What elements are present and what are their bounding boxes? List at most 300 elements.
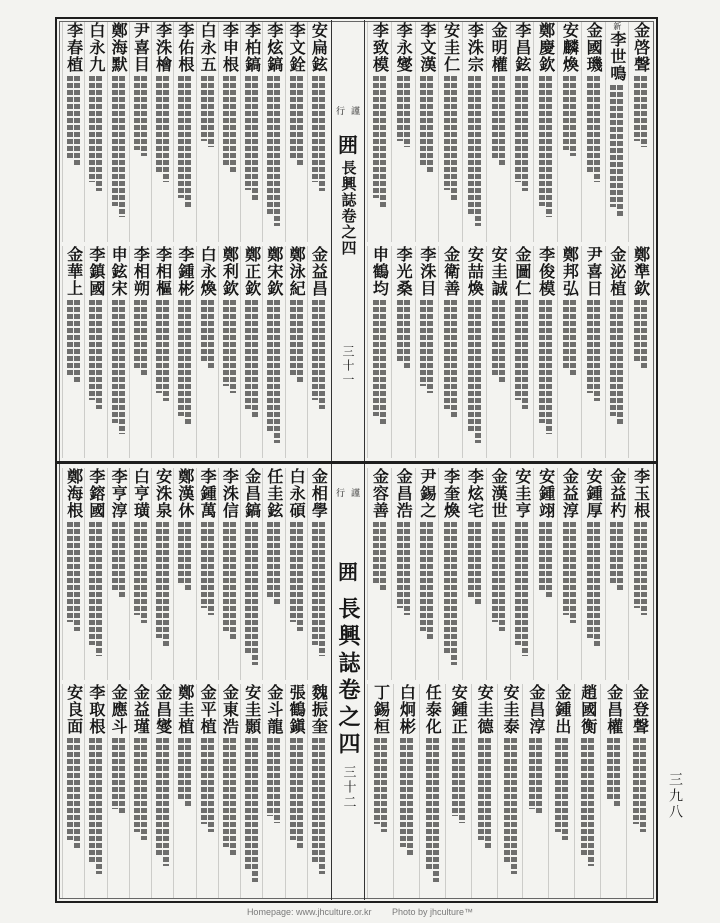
- annotation-line: [570, 300, 576, 376]
- annotation-line: [614, 738, 620, 806]
- entry-name: 安圭泰: [501, 684, 521, 735]
- annotation-line: [274, 76, 280, 226]
- entry-name: 任圭鉉: [264, 468, 284, 519]
- entry-annotation: [634, 300, 647, 368]
- annotation-line: [89, 522, 95, 645]
- annotation-line: [134, 738, 140, 832]
- entry-name: 金圖仁: [512, 246, 532, 297]
- entry-annotation: [468, 522, 481, 606]
- annotation-line: [119, 738, 125, 815]
- register-column: [497, 684, 523, 898]
- register-column: [393, 684, 419, 898]
- entry-annotation: [587, 522, 600, 648]
- entry-annotation: [67, 76, 80, 165]
- entry-annotation: [201, 76, 214, 147]
- annotation-line: [290, 76, 296, 158]
- entry-annotation: [610, 522, 623, 590]
- entry-name: 金昌淳: [526, 684, 546, 735]
- register-column: [462, 22, 486, 242]
- entry-annotation: [245, 738, 258, 882]
- leaf-center-column: [331, 20, 365, 461]
- register-column: [628, 468, 652, 680]
- annotation-line: [539, 522, 545, 592]
- entry-annotation: [539, 300, 552, 434]
- entry-annotation: [312, 300, 325, 409]
- annotation-line: [223, 300, 229, 386]
- entry-annotation: [397, 522, 410, 615]
- entry-annotation: [444, 522, 457, 665]
- register-block: [367, 246, 652, 458]
- entry-name: 李文銓: [287, 22, 307, 73]
- annotation-line: [208, 522, 214, 615]
- annotation-line: [201, 522, 207, 608]
- annotation-line: [570, 522, 576, 623]
- entry-name: 安圭德: [475, 684, 495, 735]
- entry-name: 安扁鉉: [309, 22, 329, 73]
- center-marks: [332, 108, 364, 117]
- register-column: [626, 684, 652, 898]
- register-column: [62, 468, 84, 680]
- annotation-line: [178, 76, 184, 198]
- entry-annotation: [312, 738, 325, 874]
- entry-name: 金益淳: [560, 468, 580, 519]
- entry-name: 李致模: [370, 22, 390, 73]
- annotation-line: [607, 738, 613, 801]
- register-column: [548, 684, 574, 898]
- register-column: [173, 684, 195, 898]
- register-column: [307, 22, 329, 242]
- annotation-line: [451, 300, 457, 418]
- register-column: [415, 22, 439, 242]
- entry-annotation: [156, 522, 169, 648]
- register-column: [240, 468, 262, 680]
- entry-annotation: [201, 300, 214, 368]
- annotation-line: [141, 300, 147, 376]
- register-column: [262, 246, 284, 458]
- annotation-line: [74, 76, 80, 165]
- entry-name: 白永五: [198, 22, 218, 73]
- entry-name: 安圭仁: [441, 22, 461, 73]
- register-column: [438, 246, 462, 458]
- entry-name: 金昌權: [604, 684, 624, 735]
- annotation-line: [397, 300, 403, 363]
- annotation-line: [563, 522, 569, 615]
- footer-homepage: Homepage: www.jhculture.or.kr: [246, 907, 372, 917]
- annotation-line: [444, 300, 450, 409]
- annotation-line: [515, 76, 521, 182]
- annotation-line: [452, 738, 458, 816]
- annotation-line: [444, 76, 450, 190]
- entry-annotation: [468, 76, 481, 226]
- annotation-line: [563, 76, 569, 150]
- register-column: [486, 22, 510, 242]
- annotation-line: [267, 76, 273, 214]
- register-column: [415, 468, 439, 680]
- annotation-line: [381, 738, 387, 832]
- entry-name: 尹喜日: [584, 246, 604, 297]
- annotation-line: [433, 738, 439, 882]
- entry-name: 李柏鎬: [242, 22, 262, 73]
- annotation-line: [185, 76, 191, 209]
- annotation-line: [252, 522, 258, 665]
- entry-annotation: [89, 300, 102, 409]
- entry-annotation: [223, 738, 236, 857]
- annotation-line: [570, 76, 576, 156]
- annotation-line: [74, 300, 80, 384]
- entry-name: 李光桑: [394, 246, 414, 297]
- annotation-line: [89, 300, 95, 400]
- annotation-line: [185, 738, 191, 806]
- annotation-line: [290, 522, 296, 622]
- entry-name: 李亨淳: [109, 468, 129, 519]
- annotation-line: [610, 522, 616, 585]
- register-column: [605, 246, 629, 458]
- annotation-line: [208, 76, 214, 147]
- entry-name: 金昌鎬: [242, 468, 262, 519]
- register-column: [605, 22, 629, 242]
- register-column: [84, 468, 106, 680]
- annotation-line: [112, 522, 118, 592]
- entry-annotation: [178, 76, 191, 209]
- annotation-line: [274, 522, 280, 606]
- entry-name: 李永燮: [394, 22, 414, 73]
- register-block: [62, 468, 329, 680]
- entry-name: 金平植: [198, 684, 218, 735]
- annotation-line: [163, 76, 169, 182]
- center-mark-right: 謹: [350, 489, 360, 499]
- annotation-line: [112, 738, 118, 809]
- annotation-line: [587, 76, 593, 174]
- annotation-line: [617, 522, 623, 590]
- annotation-line: [185, 300, 191, 426]
- entry-annotation: [312, 522, 325, 656]
- entry-annotation: [290, 300, 303, 384]
- entry-name: 安圭亨: [512, 468, 532, 519]
- annotation-line: [230, 738, 236, 857]
- entry-name: 鄭海默: [109, 22, 129, 73]
- annotation-line: [178, 522, 184, 585]
- register-column: [240, 22, 262, 242]
- entry-annotation: [452, 738, 465, 823]
- entry-name: 李玉根: [631, 468, 651, 519]
- annotation-line: [74, 738, 80, 849]
- annotation-line: [373, 300, 379, 416]
- annotation-line: [141, 76, 147, 156]
- annotation-line: [141, 738, 147, 840]
- annotation-line: [475, 300, 481, 443]
- entry-annotation: [134, 300, 147, 376]
- annotation-line: [223, 738, 229, 847]
- entry-name: 金衛善: [441, 246, 461, 297]
- fishtail-mark: 囲: [338, 560, 358, 584]
- entry-name: 李取根: [86, 684, 106, 735]
- register-column: [196, 684, 218, 898]
- register-column: [600, 684, 626, 898]
- entry-annotation: [633, 738, 646, 832]
- register-column: [510, 22, 534, 242]
- annotation-line: [444, 522, 450, 654]
- annotation-line: [267, 522, 273, 599]
- entry-name: 安喆煥: [465, 246, 485, 297]
- register-column: [196, 22, 218, 242]
- annotation-line: [267, 738, 273, 816]
- annotation-line: [404, 300, 410, 368]
- annotation-line: [529, 738, 535, 809]
- annotation-line: [319, 738, 325, 874]
- entry-annotation: [178, 522, 191, 590]
- annotation-line: [96, 76, 102, 191]
- entry-name: 李炫鎬: [264, 22, 284, 73]
- annotation-line: [319, 76, 325, 191]
- entry-name: 安圭誠: [489, 246, 509, 297]
- annotation-line: [492, 76, 498, 158]
- annotation-line: [96, 522, 102, 656]
- annotation-line: [539, 76, 545, 206]
- annotation-line: [252, 300, 258, 418]
- entry-annotation: [610, 300, 623, 426]
- register-column: [218, 246, 240, 458]
- annotation-line: [594, 76, 600, 182]
- entry-name: 金鍾出: [552, 684, 572, 735]
- register-column: [628, 246, 652, 458]
- entry-annotation: [492, 522, 505, 631]
- annotation-line: [420, 522, 426, 631]
- entry-annotation: [89, 738, 102, 874]
- annotation-line: [156, 522, 162, 638]
- entry-name: 李春植: [64, 22, 84, 73]
- entry-annotation: [555, 738, 568, 840]
- annotation-line: [134, 522, 140, 615]
- entry-annotation: [267, 76, 280, 226]
- register-column: [240, 684, 262, 898]
- entry-annotation: [373, 300, 386, 426]
- register-column: [486, 468, 510, 680]
- entry-annotation: [67, 522, 80, 631]
- annotation-line: [420, 300, 426, 386]
- annotation-line: [290, 738, 296, 840]
- register-column: [129, 246, 151, 458]
- entry-annotation: [134, 522, 147, 623]
- annotation-line: [156, 738, 162, 856]
- entry-annotation: [529, 738, 542, 815]
- register-column: [462, 468, 486, 680]
- register-column: [307, 684, 329, 898]
- register-column: [574, 684, 600, 898]
- register-column: [557, 22, 581, 242]
- center-mark-right: 謹: [350, 107, 360, 117]
- entry-annotation: [245, 300, 258, 418]
- annotation-line: [546, 76, 552, 217]
- entry-name: 丁錫桓: [371, 684, 391, 735]
- entry-annotation: [515, 522, 528, 656]
- register-column: [628, 22, 652, 242]
- register-column: [196, 246, 218, 458]
- leaf-page-number: 三十一: [341, 345, 355, 387]
- register-column: [581, 22, 605, 242]
- register-block: [367, 468, 652, 680]
- annotation-line: [67, 522, 73, 622]
- annotation-line: [312, 738, 318, 863]
- entry-annotation: [420, 300, 433, 393]
- annotation-line: [245, 76, 251, 190]
- register-column: [415, 246, 439, 458]
- entry-name: 鄭海根: [64, 468, 84, 519]
- register-column: [419, 684, 445, 898]
- annotation-line: [536, 738, 542, 815]
- entry-name: 白永碩: [287, 468, 307, 519]
- annotation-line: [319, 522, 325, 656]
- register-column: [62, 22, 84, 242]
- entry-annotation: [178, 738, 191, 806]
- entry-name: 金益杓: [607, 468, 627, 519]
- entry-annotation: [267, 300, 280, 443]
- entry-annotation: [223, 76, 236, 173]
- register-column: [557, 246, 581, 458]
- entry-annotation: [610, 85, 623, 218]
- register-column: [196, 468, 218, 680]
- register-column: [522, 684, 548, 898]
- annotation-line: [499, 522, 505, 631]
- register-column: [173, 22, 195, 242]
- register-column: [129, 22, 151, 242]
- annotation-line: [119, 522, 125, 598]
- entry-name: 鄭利欽: [220, 246, 240, 297]
- register-column: [533, 246, 557, 458]
- entry-name: 張鶴鎭: [287, 684, 307, 735]
- entry-name: 安鍾正: [449, 684, 469, 735]
- entry-name: 安鍾厚: [584, 468, 604, 519]
- annotation-line: [163, 738, 169, 866]
- register-column: [218, 22, 240, 242]
- entry-annotation: [156, 76, 169, 182]
- annotation-line: [594, 522, 600, 648]
- register-column: [307, 246, 329, 458]
- annotation-line: [485, 738, 491, 849]
- annotation-line: [407, 738, 413, 857]
- entry-name: 鄭泳紀: [287, 246, 307, 297]
- entry-annotation: [374, 738, 387, 832]
- entry-name: 金相學: [309, 468, 329, 519]
- entry-annotation: [290, 738, 303, 849]
- annotation-line: [373, 76, 379, 198]
- entry-name: 金泌植: [607, 246, 627, 297]
- entry-annotation: [478, 738, 491, 849]
- entry-annotation: [112, 522, 125, 598]
- entry-annotation: [267, 522, 280, 606]
- register-column: [173, 246, 195, 458]
- annotation-line: [459, 738, 465, 823]
- entry-name: 李相朔: [131, 246, 151, 297]
- register-column: [445, 684, 471, 898]
- entry-name: 魏振奎: [309, 684, 329, 735]
- entry-annotation: [112, 76, 125, 217]
- entry-name: 金國璣: [584, 22, 604, 73]
- fishtail-mark: 囲: [338, 133, 358, 157]
- entry-name: 鄭準欽: [631, 246, 651, 297]
- register-column: [240, 246, 262, 458]
- entry-annotation: [400, 738, 413, 857]
- entry-name: 鄭圭植: [175, 684, 195, 735]
- entry-name: 金昌浩: [394, 468, 414, 519]
- annotation-line: [267, 300, 273, 432]
- annotation-line: [515, 522, 521, 645]
- annotation-line: [380, 522, 386, 590]
- center-mark-left: 行: [336, 107, 346, 117]
- register-column: [533, 468, 557, 680]
- annotation-line: [511, 738, 517, 874]
- register-column: [151, 246, 173, 458]
- entry-name: 白炯彬: [397, 684, 417, 735]
- entry-name: 李世鳴: [607, 31, 627, 82]
- entry-annotation: [504, 738, 517, 874]
- entry-annotation: [397, 300, 410, 368]
- entry-annotation: [245, 522, 258, 665]
- annotation-line: [312, 76, 318, 182]
- entry-annotation: [134, 738, 147, 840]
- annotation-line: [397, 522, 403, 608]
- leaf-page-number: 三十二: [340, 765, 356, 810]
- register-column: [84, 684, 106, 898]
- annotation-line: [245, 300, 251, 409]
- entry-annotation: [290, 76, 303, 165]
- register-block: [367, 684, 652, 898]
- annotation-line: [546, 300, 552, 434]
- annotation-line: [185, 522, 191, 590]
- entry-name: 尹錫之: [417, 468, 437, 519]
- annotation-line: [562, 738, 568, 840]
- entry-name: 鄭慶欽: [536, 22, 556, 73]
- register-column: [62, 246, 84, 458]
- annotation-line: [134, 76, 140, 150]
- annotation-line: [297, 738, 303, 849]
- annotation-line: [178, 300, 184, 416]
- annotation-line: [400, 738, 406, 847]
- entry-annotation: [539, 76, 552, 217]
- entry-name: 金登聲: [630, 684, 650, 735]
- entry-annotation: [156, 300, 169, 401]
- entry-annotation: [563, 76, 576, 156]
- entry-annotation: [426, 738, 439, 882]
- annotation-line: [230, 522, 236, 640]
- center-mark-left: 行: [336, 489, 346, 499]
- entry-name: 李奎煥: [441, 468, 461, 519]
- register-column: [129, 684, 151, 898]
- annotation-line: [451, 522, 457, 665]
- annotation-line: [67, 300, 73, 377]
- entry-name: 李洙宗: [465, 22, 485, 73]
- register-block: [367, 22, 652, 242]
- annotation-line: [156, 76, 162, 174]
- entry-name: 白永九: [86, 22, 106, 73]
- annotation-line: [223, 522, 229, 631]
- book-title: 長興誌卷之四: [335, 597, 361, 759]
- entry-annotation: [420, 522, 433, 640]
- entry-name: 白亨璜: [131, 468, 151, 519]
- annotation-line: [492, 300, 498, 377]
- entry-annotation: [563, 300, 576, 376]
- entry-annotation: [539, 522, 552, 598]
- register-column: [173, 468, 195, 680]
- register-block: [62, 684, 329, 898]
- entry-name: 金益昌: [309, 246, 329, 297]
- entry-annotation: [112, 738, 125, 815]
- annotation-line: [420, 76, 426, 165]
- register-column: [471, 684, 497, 898]
- annotation-line: [252, 738, 258, 882]
- annotation-line: [119, 300, 125, 434]
- entry-annotation: [397, 76, 410, 147]
- annotation-line: [634, 522, 640, 608]
